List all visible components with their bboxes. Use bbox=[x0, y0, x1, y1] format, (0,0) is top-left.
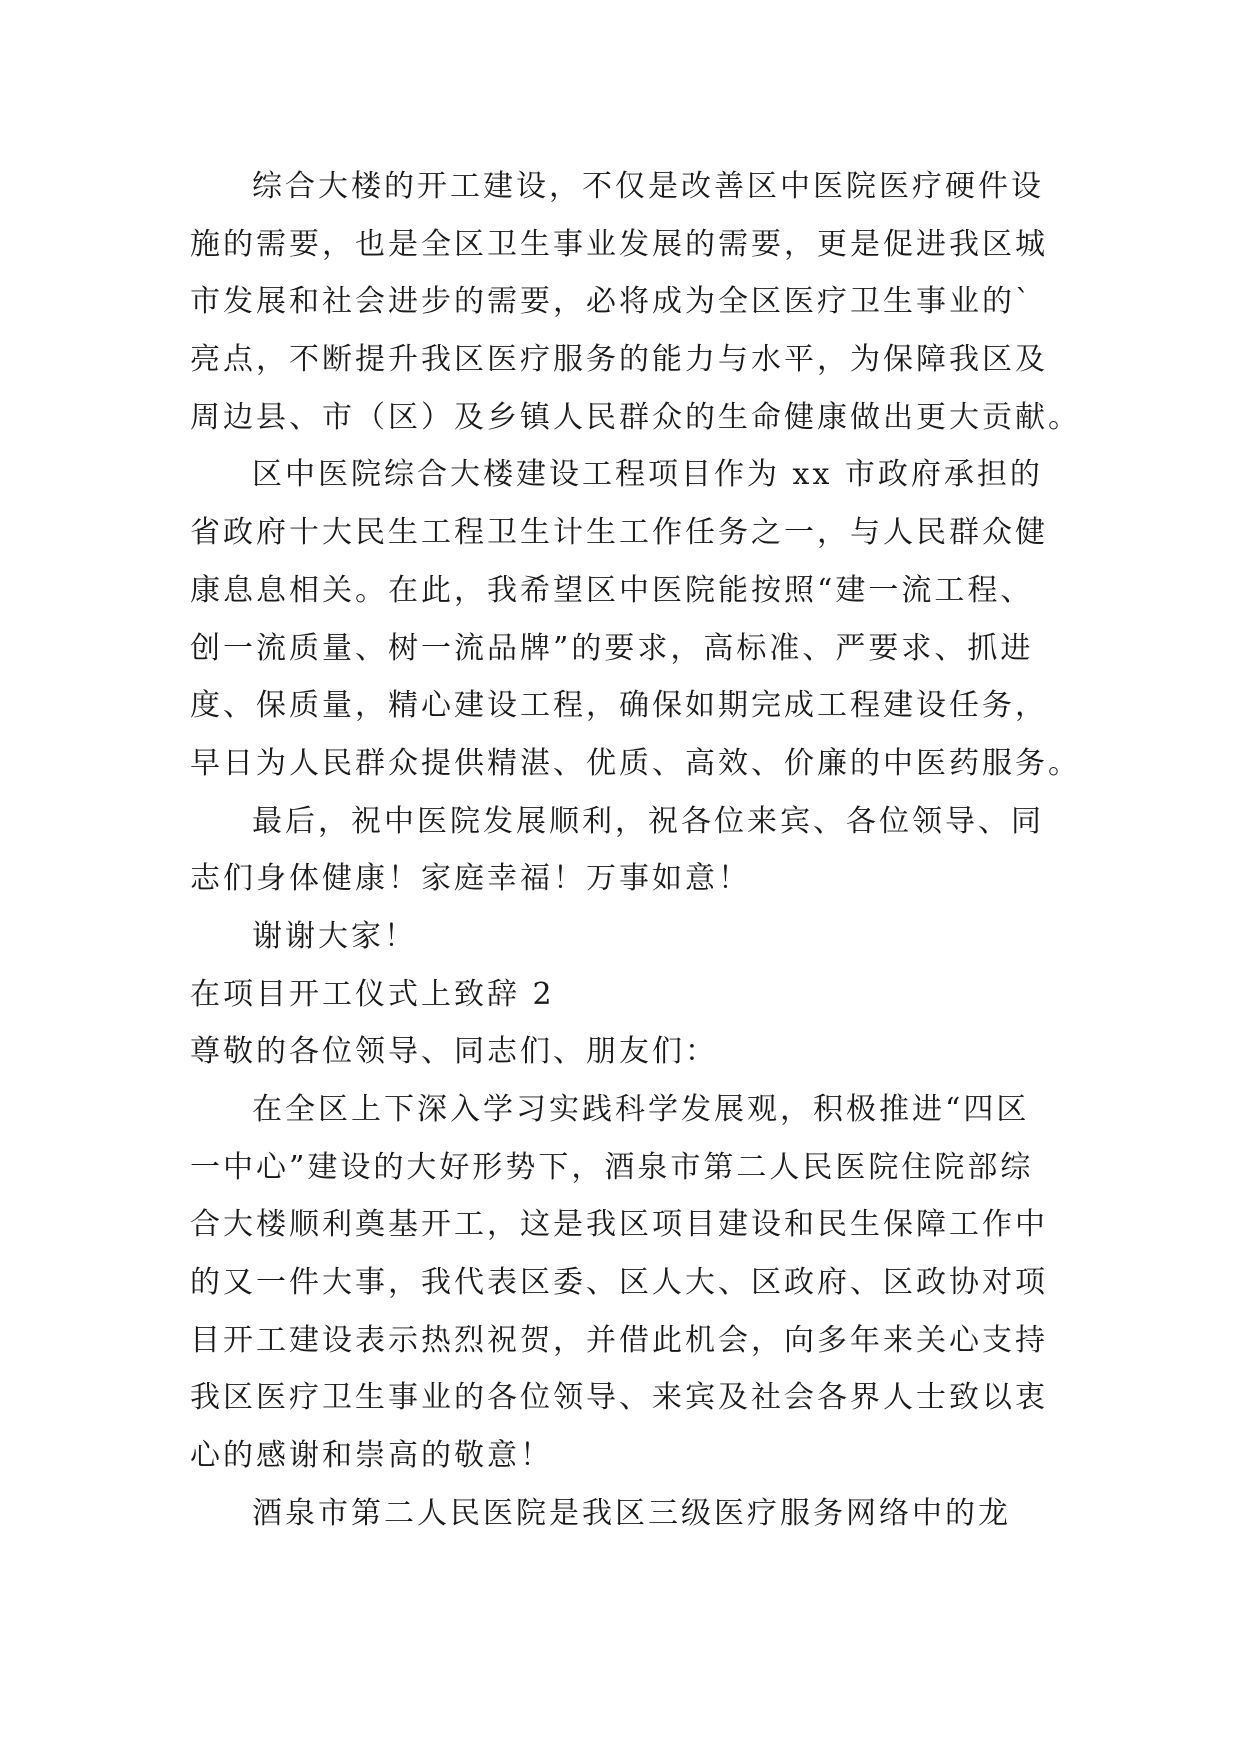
document-body bbox=[190, 158, 1081, 1543]
paragraph-line: 合大楼顺利奠基开工，这是我区项目建设和民生保障工作中 bbox=[190, 1207, 1048, 1243]
section-title: 在项目开工仪式上致辞 2 bbox=[190, 976, 555, 1012]
paragraph-line: 在全区上下深入学习实践科学发展观，积极推进“四区 bbox=[252, 1092, 1030, 1127]
paragraph-line: 周边县、市（区）及乡镇人民群众的生命健康做出更大贡献。 bbox=[190, 399, 1081, 435]
closing-line: 谢谢大家！ bbox=[252, 918, 417, 954]
paragraph-line: 施的需要，也是全区卫生事业发展的需要，更是促进我区城 bbox=[190, 226, 1048, 262]
paragraph-line: 心的感谢和崇高的敬意！ bbox=[190, 1438, 553, 1474]
paragraph-line: 亮点，不断提升我区医疗服务的能力与水平，为保障我区及 bbox=[190, 342, 1048, 378]
paragraph-line: 酒泉市第二人民医院是我区三级医疗服务网络中的龙 bbox=[252, 1495, 1011, 1531]
salutation: 尊敬的各位领导、同志们、朋友们： bbox=[190, 1034, 718, 1070]
paragraph-line: 市发展和社会进步的需要，必将成为全区医疗卫生事业的` bbox=[190, 284, 1033, 320]
paragraph-line: 综合大楼的开工建设，不仅是改善区中医院医疗硬件设 bbox=[252, 169, 1044, 204]
paragraph-line: 志们身体健康！家庭幸福！万事如意！ bbox=[190, 861, 751, 897]
paragraph-line: 省政府十大民生工程卫生计生工作任务之一，与人民群众健 bbox=[190, 515, 1048, 551]
paragraph-line: 一中心”建设的大好形势下，酒泉市第二人民医院住院部综 bbox=[190, 1149, 1034, 1185]
paragraph-line: 的又一件大事，我代表区委、区人大、区政府、区政协对项 bbox=[190, 1265, 1048, 1301]
paragraph-line: 康息息相关。在此，我希望区中医院能按照“建一流工程、 bbox=[190, 572, 1034, 608]
paragraph-line: 创一流质量、树一流品牌”的要求，高标准、严要求、抓进 bbox=[190, 630, 1034, 666]
paragraph-line: 最后，祝中医院发展顺利，祝各位来宾、各位领导、同 bbox=[252, 803, 1044, 839]
paragraph-line: 度、保质量，精心建设工程，确保如期完成工程建设任务， bbox=[190, 688, 1048, 724]
paragraph-line: 我区医疗卫生事业的各位领导、来宾及社会各界人士致以衷 bbox=[190, 1380, 1048, 1416]
paragraph-line: 区中医院综合大楼建设工程项目作为 xx 市政府承担的 bbox=[252, 457, 1043, 493]
paragraph-line: 目开工建设表示热烈祝贺，并借此机会，向多年来关心支持 bbox=[190, 1322, 1048, 1358]
paragraph-line: 早日为人民群众提供精湛、优质、高效、价廉的中医药服务。 bbox=[190, 745, 1081, 781]
